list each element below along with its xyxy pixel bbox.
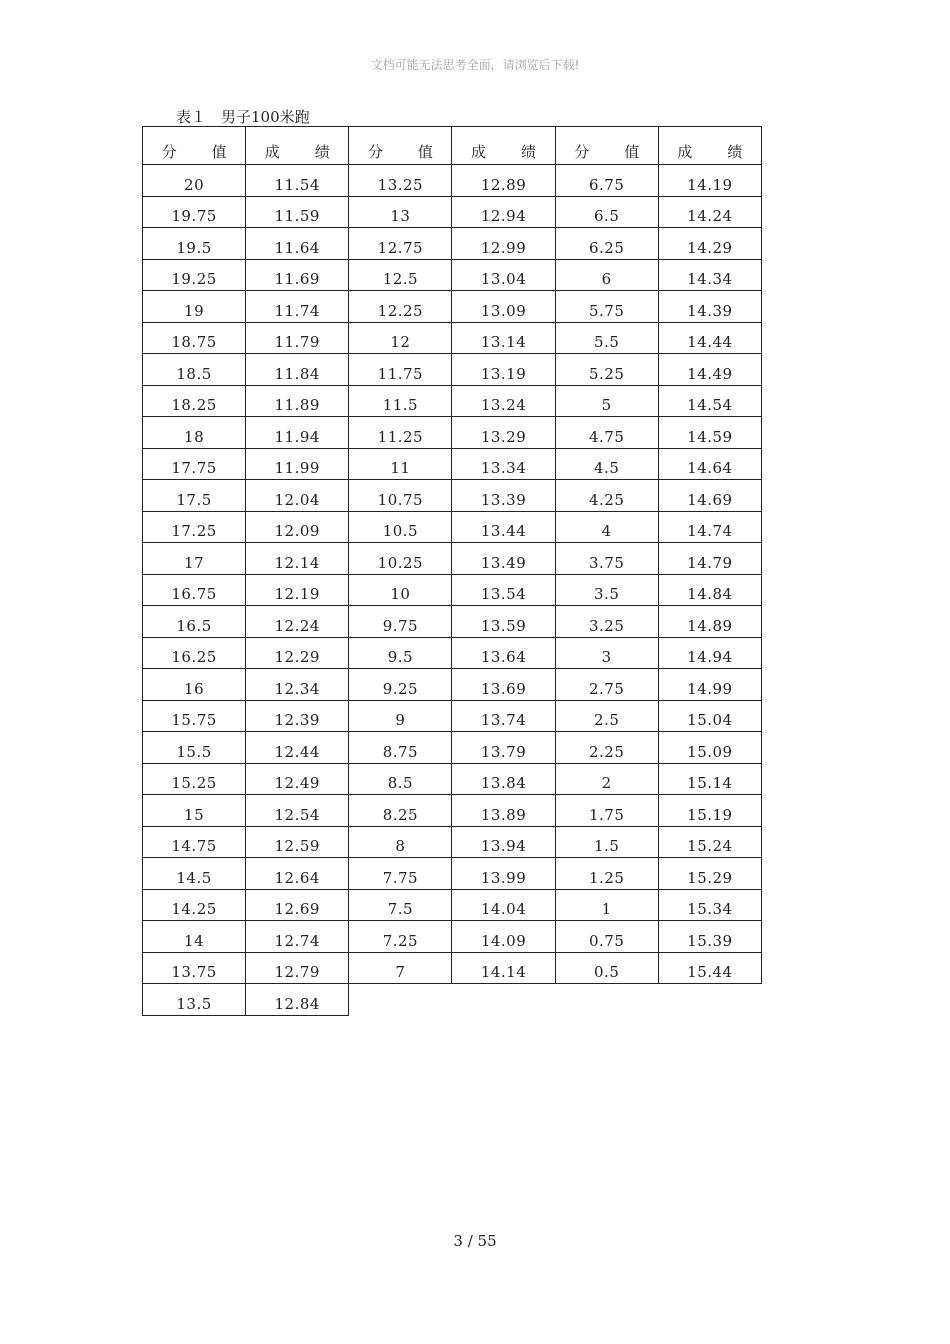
score-cell: 9.25: [349, 669, 452, 701]
table-row: [143, 669, 762, 701]
score-cell: 10.25: [349, 543, 452, 575]
result-cell: 12.24: [246, 606, 349, 638]
result-cell: 11.74: [246, 291, 349, 323]
table-row: [143, 984, 762, 1016]
result-cell: 13.59: [452, 606, 555, 638]
score-cell: 3.75: [555, 543, 658, 575]
result-cell: 11.69: [246, 259, 349, 291]
score-cell: 11.75: [349, 354, 452, 386]
score-cell: 8: [349, 826, 452, 858]
result-cell: 15.44: [658, 952, 761, 984]
score-cell: [555, 984, 658, 1016]
result-cell: 13.94: [452, 826, 555, 858]
score-cell: 16.75: [143, 574, 246, 606]
result-cell: 14.24: [658, 196, 761, 228]
table-row: [143, 196, 762, 228]
score-cell: 3.5: [555, 574, 658, 606]
score-cell: 14.25: [143, 889, 246, 921]
score-cell: 18.5: [143, 354, 246, 386]
result-cell: 14.64: [658, 448, 761, 480]
table-row: [143, 165, 762, 197]
score-cell: 12.5: [349, 259, 452, 291]
score-cell: 12.25: [349, 291, 452, 323]
header-result: 成 绩: [658, 127, 761, 165]
table-row: [143, 732, 762, 764]
result-cell: 15.34: [658, 889, 761, 921]
score-cell: 10.75: [349, 480, 452, 512]
score-cell: 5.5: [555, 322, 658, 354]
result-cell: 13.09: [452, 291, 555, 323]
table-row: [143, 322, 762, 354]
result-cell: 14.84: [658, 574, 761, 606]
score-cell: 16: [143, 669, 246, 701]
result-cell: 12.19: [246, 574, 349, 606]
score-cell: 1.25: [555, 858, 658, 890]
result-cell: 12.04: [246, 480, 349, 512]
result-cell: 14.74: [658, 511, 761, 543]
result-cell: 13.19: [452, 354, 555, 386]
score-cell: 17.25: [143, 511, 246, 543]
result-cell: 14.94: [658, 637, 761, 669]
score-cell: 10.5: [349, 511, 452, 543]
score-cell: 18.25: [143, 385, 246, 417]
score-cell: 14.5: [143, 858, 246, 890]
header-score: 分 值: [143, 127, 246, 165]
score-cell: 16.5: [143, 606, 246, 638]
table-row: [143, 606, 762, 638]
result-cell: 12.74: [246, 921, 349, 953]
score-cell: 16.25: [143, 637, 246, 669]
result-cell: 15.39: [658, 921, 761, 953]
score-cell: 17: [143, 543, 246, 575]
score-cell: 8.5: [349, 763, 452, 795]
table-row: [143, 543, 762, 575]
score-cell: 6.25: [555, 228, 658, 260]
result-cell: 14.39: [658, 291, 761, 323]
score-cell: 17.75: [143, 448, 246, 480]
table-row: [143, 480, 762, 512]
score-cell: 18.75: [143, 322, 246, 354]
score-cell: [349, 984, 452, 1016]
score-cell: 13.75: [143, 952, 246, 984]
header-score: 分 值: [349, 127, 452, 165]
result-cell: 12.59: [246, 826, 349, 858]
score-cell: 1.5: [555, 826, 658, 858]
table-row: [143, 354, 762, 386]
result-cell: 12.64: [246, 858, 349, 890]
score-cell: 4.25: [555, 480, 658, 512]
score-cell: 4.75: [555, 417, 658, 449]
score-cell: 6: [555, 259, 658, 291]
result-cell: 13.34: [452, 448, 555, 480]
result-cell: 13.84: [452, 763, 555, 795]
table-row: [143, 448, 762, 480]
table-row: [143, 574, 762, 606]
score-cell: 13: [349, 196, 452, 228]
score-cell: 7.75: [349, 858, 452, 890]
score-cell: 5: [555, 385, 658, 417]
result-cell: 15.24: [658, 826, 761, 858]
page-number: [0, 1232, 950, 1250]
page-separator: /: [467, 1232, 473, 1250]
result-cell: 11.84: [246, 354, 349, 386]
table-row: [143, 858, 762, 890]
result-cell: 13.24: [452, 385, 555, 417]
result-cell: 14.34: [658, 259, 761, 291]
result-cell: 14.09: [452, 921, 555, 953]
score-cell: 9.75: [349, 606, 452, 638]
header-result: 成 绩: [246, 127, 349, 165]
table-caption: 表１ 男子100米跑: [176, 108, 310, 126]
score-cell: 11.25: [349, 417, 452, 449]
table-header-row: [143, 127, 762, 165]
score-cell: 17.5: [143, 480, 246, 512]
score-cell: 3.25: [555, 606, 658, 638]
result-cell: 13.99: [452, 858, 555, 890]
table-row: [143, 795, 762, 827]
score-cell: 3: [555, 637, 658, 669]
score-cell: 15: [143, 795, 246, 827]
score-cell: 1: [555, 889, 658, 921]
table-row: [143, 889, 762, 921]
score-cell: 0.5: [555, 952, 658, 984]
total-pages: 55: [477, 1232, 497, 1250]
result-cell: 11.94: [246, 417, 349, 449]
score-cell: 15.75: [143, 700, 246, 732]
result-cell: 13.69: [452, 669, 555, 701]
score-cell: 0.75: [555, 921, 658, 953]
score-cell: 13.5: [143, 984, 246, 1016]
result-cell: 13.44: [452, 511, 555, 543]
score-cell: 12: [349, 322, 452, 354]
score-cell: 6.75: [555, 165, 658, 197]
result-cell: 12.69: [246, 889, 349, 921]
score-cell: 15.5: [143, 732, 246, 764]
table-row: [143, 952, 762, 984]
table-row: [143, 511, 762, 543]
score-cell: 4: [555, 511, 658, 543]
table-row: [143, 417, 762, 449]
current-page: 3: [453, 1232, 463, 1250]
table-row: [143, 921, 762, 953]
header-result: 成 绩: [452, 127, 555, 165]
score-cell: 15.25: [143, 763, 246, 795]
result-cell: 15.29: [658, 858, 761, 890]
table-row: [143, 291, 762, 323]
score-cell: 6.5: [555, 196, 658, 228]
result-cell: 13.29: [452, 417, 555, 449]
score-cell: 19.75: [143, 196, 246, 228]
result-cell: 14.54: [658, 385, 761, 417]
result-cell: 13.04: [452, 259, 555, 291]
result-cell: 13.54: [452, 574, 555, 606]
table-row: [143, 228, 762, 260]
result-cell: 11.64: [246, 228, 349, 260]
table-row: [143, 826, 762, 858]
score-cell: 4.5: [555, 448, 658, 480]
result-cell: 14.69: [658, 480, 761, 512]
result-cell: 14.79: [658, 543, 761, 575]
result-cell: 12.89: [452, 165, 555, 197]
result-cell: 12.44: [246, 732, 349, 764]
table-row: [143, 700, 762, 732]
score-cell: 9.5: [349, 637, 452, 669]
result-cell: 12.34: [246, 669, 349, 701]
score-cell: 2: [555, 763, 658, 795]
score-cell: 11.5: [349, 385, 452, 417]
result-cell: [658, 984, 761, 1016]
score-cell: 5.25: [555, 354, 658, 386]
score-cell: 10: [349, 574, 452, 606]
score-cell: 8.75: [349, 732, 452, 764]
result-cell: 12.94: [452, 196, 555, 228]
download-notice: 文档可能无法思考全面，请浏览后下载!: [370, 58, 580, 72]
result-cell: 14.14: [452, 952, 555, 984]
score-cell: 1.75: [555, 795, 658, 827]
result-cell: 11.54: [246, 165, 349, 197]
result-cell: 15.14: [658, 763, 761, 795]
result-cell: 12.54: [246, 795, 349, 827]
result-cell: 12.39: [246, 700, 349, 732]
score-cell: 8.25: [349, 795, 452, 827]
score-cell: 7: [349, 952, 452, 984]
table-row: [143, 259, 762, 291]
score-cell: 11: [349, 448, 452, 480]
score-cell: 14: [143, 921, 246, 953]
result-cell: 11.59: [246, 196, 349, 228]
result-cell: 14.49: [658, 354, 761, 386]
score-cell: 2.5: [555, 700, 658, 732]
result-cell: 14.19: [658, 165, 761, 197]
result-cell: 14.44: [658, 322, 761, 354]
result-cell: 11.99: [246, 448, 349, 480]
result-cell: 13.14: [452, 322, 555, 354]
result-cell: 13.39: [452, 480, 555, 512]
result-cell: 13.64: [452, 637, 555, 669]
table-row: [143, 637, 762, 669]
score-cell: 18: [143, 417, 246, 449]
table-row: [143, 763, 762, 795]
score-cell: 2.25: [555, 732, 658, 764]
result-cell: 13.79: [452, 732, 555, 764]
result-cell: 11.89: [246, 385, 349, 417]
score-cell: 5.75: [555, 291, 658, 323]
result-cell: 13.74: [452, 700, 555, 732]
result-cell: 12.29: [246, 637, 349, 669]
result-cell: 15.04: [658, 700, 761, 732]
result-cell: 15.09: [658, 732, 761, 764]
result-cell: 14.04: [452, 889, 555, 921]
result-cell: 14.59: [658, 417, 761, 449]
result-cell: 12.49: [246, 763, 349, 795]
result-cell: 15.19: [658, 795, 761, 827]
result-cell: [452, 984, 555, 1016]
score-cell: 7.5: [349, 889, 452, 921]
score-cell: 19.5: [143, 228, 246, 260]
score-cell: 13.25: [349, 165, 452, 197]
score-cell: 7.25: [349, 921, 452, 953]
result-cell: 12.84: [246, 984, 349, 1016]
result-cell: 14.99: [658, 669, 761, 701]
score-cell: 9: [349, 700, 452, 732]
score-table: [142, 126, 762, 1016]
result-cell: 12.99: [452, 228, 555, 260]
score-cell: 20: [143, 165, 246, 197]
table-body: [143, 165, 762, 1016]
table-row: [143, 385, 762, 417]
score-cell: 14.75: [143, 826, 246, 858]
score-cell: 19.25: [143, 259, 246, 291]
result-cell: 14.29: [658, 228, 761, 260]
result-cell: 12.79: [246, 952, 349, 984]
score-cell: 2.75: [555, 669, 658, 701]
result-cell: 13.89: [452, 795, 555, 827]
header-score: 分 值: [555, 127, 658, 165]
score-cell: 12.75: [349, 228, 452, 260]
result-cell: 12.09: [246, 511, 349, 543]
result-cell: 12.14: [246, 543, 349, 575]
result-cell: 11.79: [246, 322, 349, 354]
result-cell: 13.49: [452, 543, 555, 575]
result-cell: 14.89: [658, 606, 761, 638]
score-cell: 19: [143, 291, 246, 323]
